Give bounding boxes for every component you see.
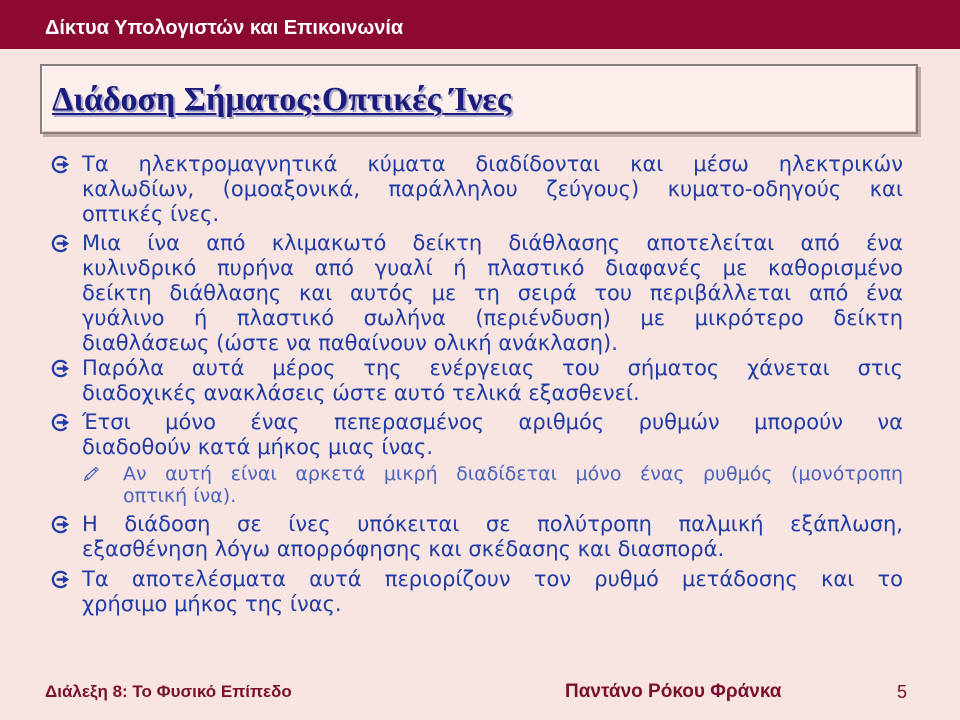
- footer-lecture-title: Διάλεξη 8: Το Φυσικό Επίπεδο: [45, 682, 292, 701]
- bullet-line: Η διάδοση σε ίνες υπόκειται σε πολύτροπη παλμική εξάπλωση,: [82, 512, 903, 536]
- bullet-line: διαδοχικές ανακλάσεις ώστε αυτό τελικά εξασθενεί.: [82, 381, 640, 405]
- circled-right-arrow-icon: [51, 570, 70, 589]
- circled-right-arrow-icon: [51, 359, 70, 378]
- course-title: Δίκτυα Υπολογιστών και Επικοινωνία: [45, 17, 404, 39]
- sub-bullet-line: Αν αυτή είναι αρκετά μικρή διαδίδεται μόνο ένας ρυθμός (μονότροπη: [123, 463, 903, 485]
- bullet-line: Έτσι μόνο ένας πεπερασμένος αριθμός ρυθμών μπορούν να: [82, 410, 903, 434]
- bullet-line: διαθλάσεως (ώστε να παθαίνουν ολική ανάκλαση).: [82, 331, 618, 355]
- circled-right-arrow-icon: [51, 234, 70, 253]
- bullet-item: [82, 356, 903, 406]
- footer-author: Παντάνο Ρόκου Φράνκα: [565, 681, 782, 702]
- circled-right-arrow-icon: [51, 155, 70, 174]
- slide-title: Διάδοση Σήματος:Οπτικές Ίνες: [52, 81, 512, 118]
- bullet-line: οπτικές ίνες.: [82, 202, 220, 226]
- header-bar: [0, 0, 960, 49]
- bullet-line: Τα ηλεκτρομαγνητικά κύματα διαδίδονται και μέσω ηλεκτρικών: [82, 152, 903, 176]
- bullet-line: δείκτη διάθλασης και αυτός με τη σειρά του περιβάλλεται από ένα: [82, 281, 903, 305]
- bullet-line: Παρόλα αυτά μέρος της ενέργειας του σήματος χάνεται στις: [82, 356, 903, 380]
- bullet-item: [82, 512, 903, 562]
- bullet-line: χρήσιμο μήκος της ίνας.: [82, 592, 342, 616]
- bullet-item: [82, 231, 903, 356]
- bullet-item: [82, 410, 903, 460]
- bullet-line: Μια ίνα από κλιμακωτό δείκτη διάθλασης αποτελείται από ένα: [82, 231, 903, 255]
- sub-bullet-line: οπτική ίνα).: [123, 485, 237, 507]
- bullet-item: [82, 567, 903, 617]
- bullet-line: γυάλινο ή πλαστικό σωλήνα (περιένδυση) με μικρότερο δείκτη: [82, 306, 903, 330]
- pencil-icon: [83, 466, 99, 482]
- slide-title-box: [40, 64, 918, 134]
- circled-right-arrow-icon: [51, 413, 70, 432]
- bullet-item: [82, 152, 903, 227]
- bullet-line: εξασθένηση λόγω απορρόφησης και σκέδασης και διασπορά.: [82, 537, 725, 561]
- bullet-line: διαδοθούν κατά μήκος μιας ίνας.: [82, 435, 434, 459]
- page-number: 5: [897, 682, 908, 702]
- circled-right-arrow-icon: [51, 515, 70, 534]
- bullet-line: καλωδίων, (ομοαξονικά, παράλληλου ζεύγους) κυματο-οδηγούς και: [82, 177, 903, 201]
- bullet-line: κυλινδρικό πυρήνα από γυαλί ή πλαστικό διαφανές με καθορισμένο: [82, 256, 903, 280]
- bullet-line: Τα αποτελέσματα αυτά περιορίζουν τον ρυθμό μετάδοσης και το: [82, 567, 903, 591]
- sub-bullet-item: [123, 463, 903, 507]
